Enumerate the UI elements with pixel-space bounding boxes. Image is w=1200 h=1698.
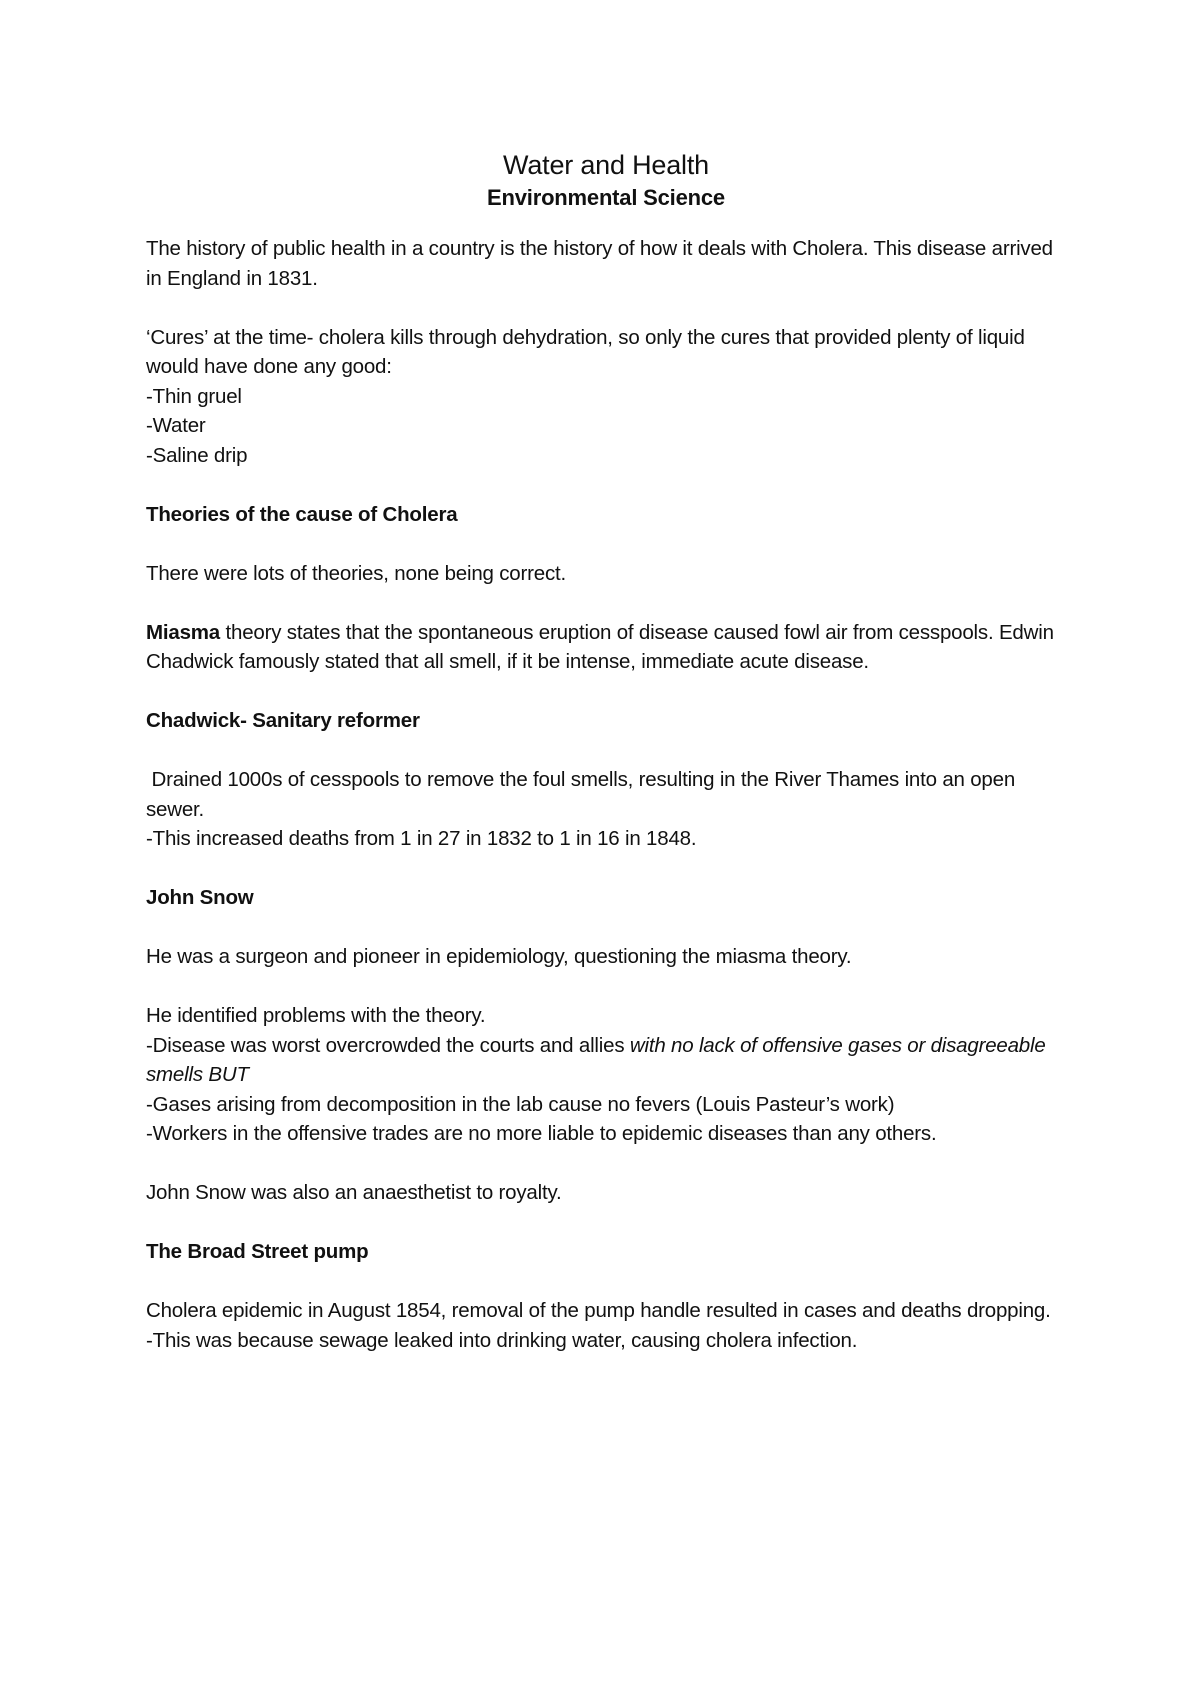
pump-paragraph	[146, 1296, 1066, 1355]
theories-heading: Theories of the cause of Cholera	[146, 502, 458, 526]
problem-item-2: -Gases arising from decomposition in the lab cause no fevers (Louis Pasteur’s work)	[146, 1092, 895, 1116]
problems-intro: He identified problems with the theory.	[146, 1004, 486, 1027]
chadwick-paragraph	[146, 765, 1066, 854]
chadwick-item: -This increased deaths from 1 in 27 in 1832 to 1 in 16 in 1848.	[146, 827, 697, 850]
intro-paragraph: The history of public health in a country is the history of how it deals with Cholera. This disease arrived in England in 1831.	[146, 237, 1053, 290]
pump-heading: The Broad Street pump	[146, 1240, 369, 1263]
document-subtitle: Environmental Science	[487, 185, 725, 210]
cure-item-saline: -Saline drip	[146, 443, 248, 467]
chadwick-text: Drained 1000s of cesspools to remove the foul smells, resulting in the River Thames into an open sewer.	[146, 768, 1021, 821]
chadwick-heading: Chadwick- Sanitary reformer	[146, 709, 420, 732]
miasma-paragraph	[146, 618, 1066, 677]
document-content	[146, 148, 1066, 1385]
cure-item-gruel: -Thin gruel	[146, 384, 242, 408]
miasma-text: theory states that the spontaneous eruption of disease caused fowl air from cesspools. Edwin Chadwick famously stated that all smell, if it be intense, immediate acute disease.	[146, 620, 1054, 673]
theories-paragraph: There were lots of theories, none being correct.	[146, 561, 566, 585]
cures-paragraph	[146, 323, 1066, 471]
cures-text: ‘Cures’ at the time- cholera kills through dehydration, so only the cures that provided plenty of liquid would have done any good:	[146, 325, 1025, 378]
snow-heading: John Snow	[146, 886, 254, 909]
problem1-plain: -Disease was worst overcrowded the courts and allies	[146, 1033, 630, 1057]
pump-text: Cholera epidemic in August 1854, removal of the pump handle resulted in cases and deaths dropping.	[146, 1299, 1051, 1322]
problem-item-3: -Workers in the offensive trades are no more liable to epidemic diseases than any others.	[146, 1122, 937, 1145]
document-title: Water and Health	[503, 150, 709, 180]
snow-problems	[146, 1001, 1066, 1149]
cure-item-water: -Water	[146, 414, 206, 437]
problem-item-1	[146, 1031, 1066, 1090]
miasma-term: Miasma	[146, 620, 221, 644]
snow-paragraph: He was a surgeon and pioneer in epidemiology, questioning the miasma theory.	[146, 945, 852, 968]
problem1-italic: with no lack of offensive gases or disagreeable smells BUT	[146, 1033, 1046, 1086]
pump-item: -This was because sewage leaked into drinking water, causing cholera infection.	[146, 1328, 858, 1352]
snow-extra: John Snow was also an anaesthetist to royalty.	[146, 1181, 562, 1204]
